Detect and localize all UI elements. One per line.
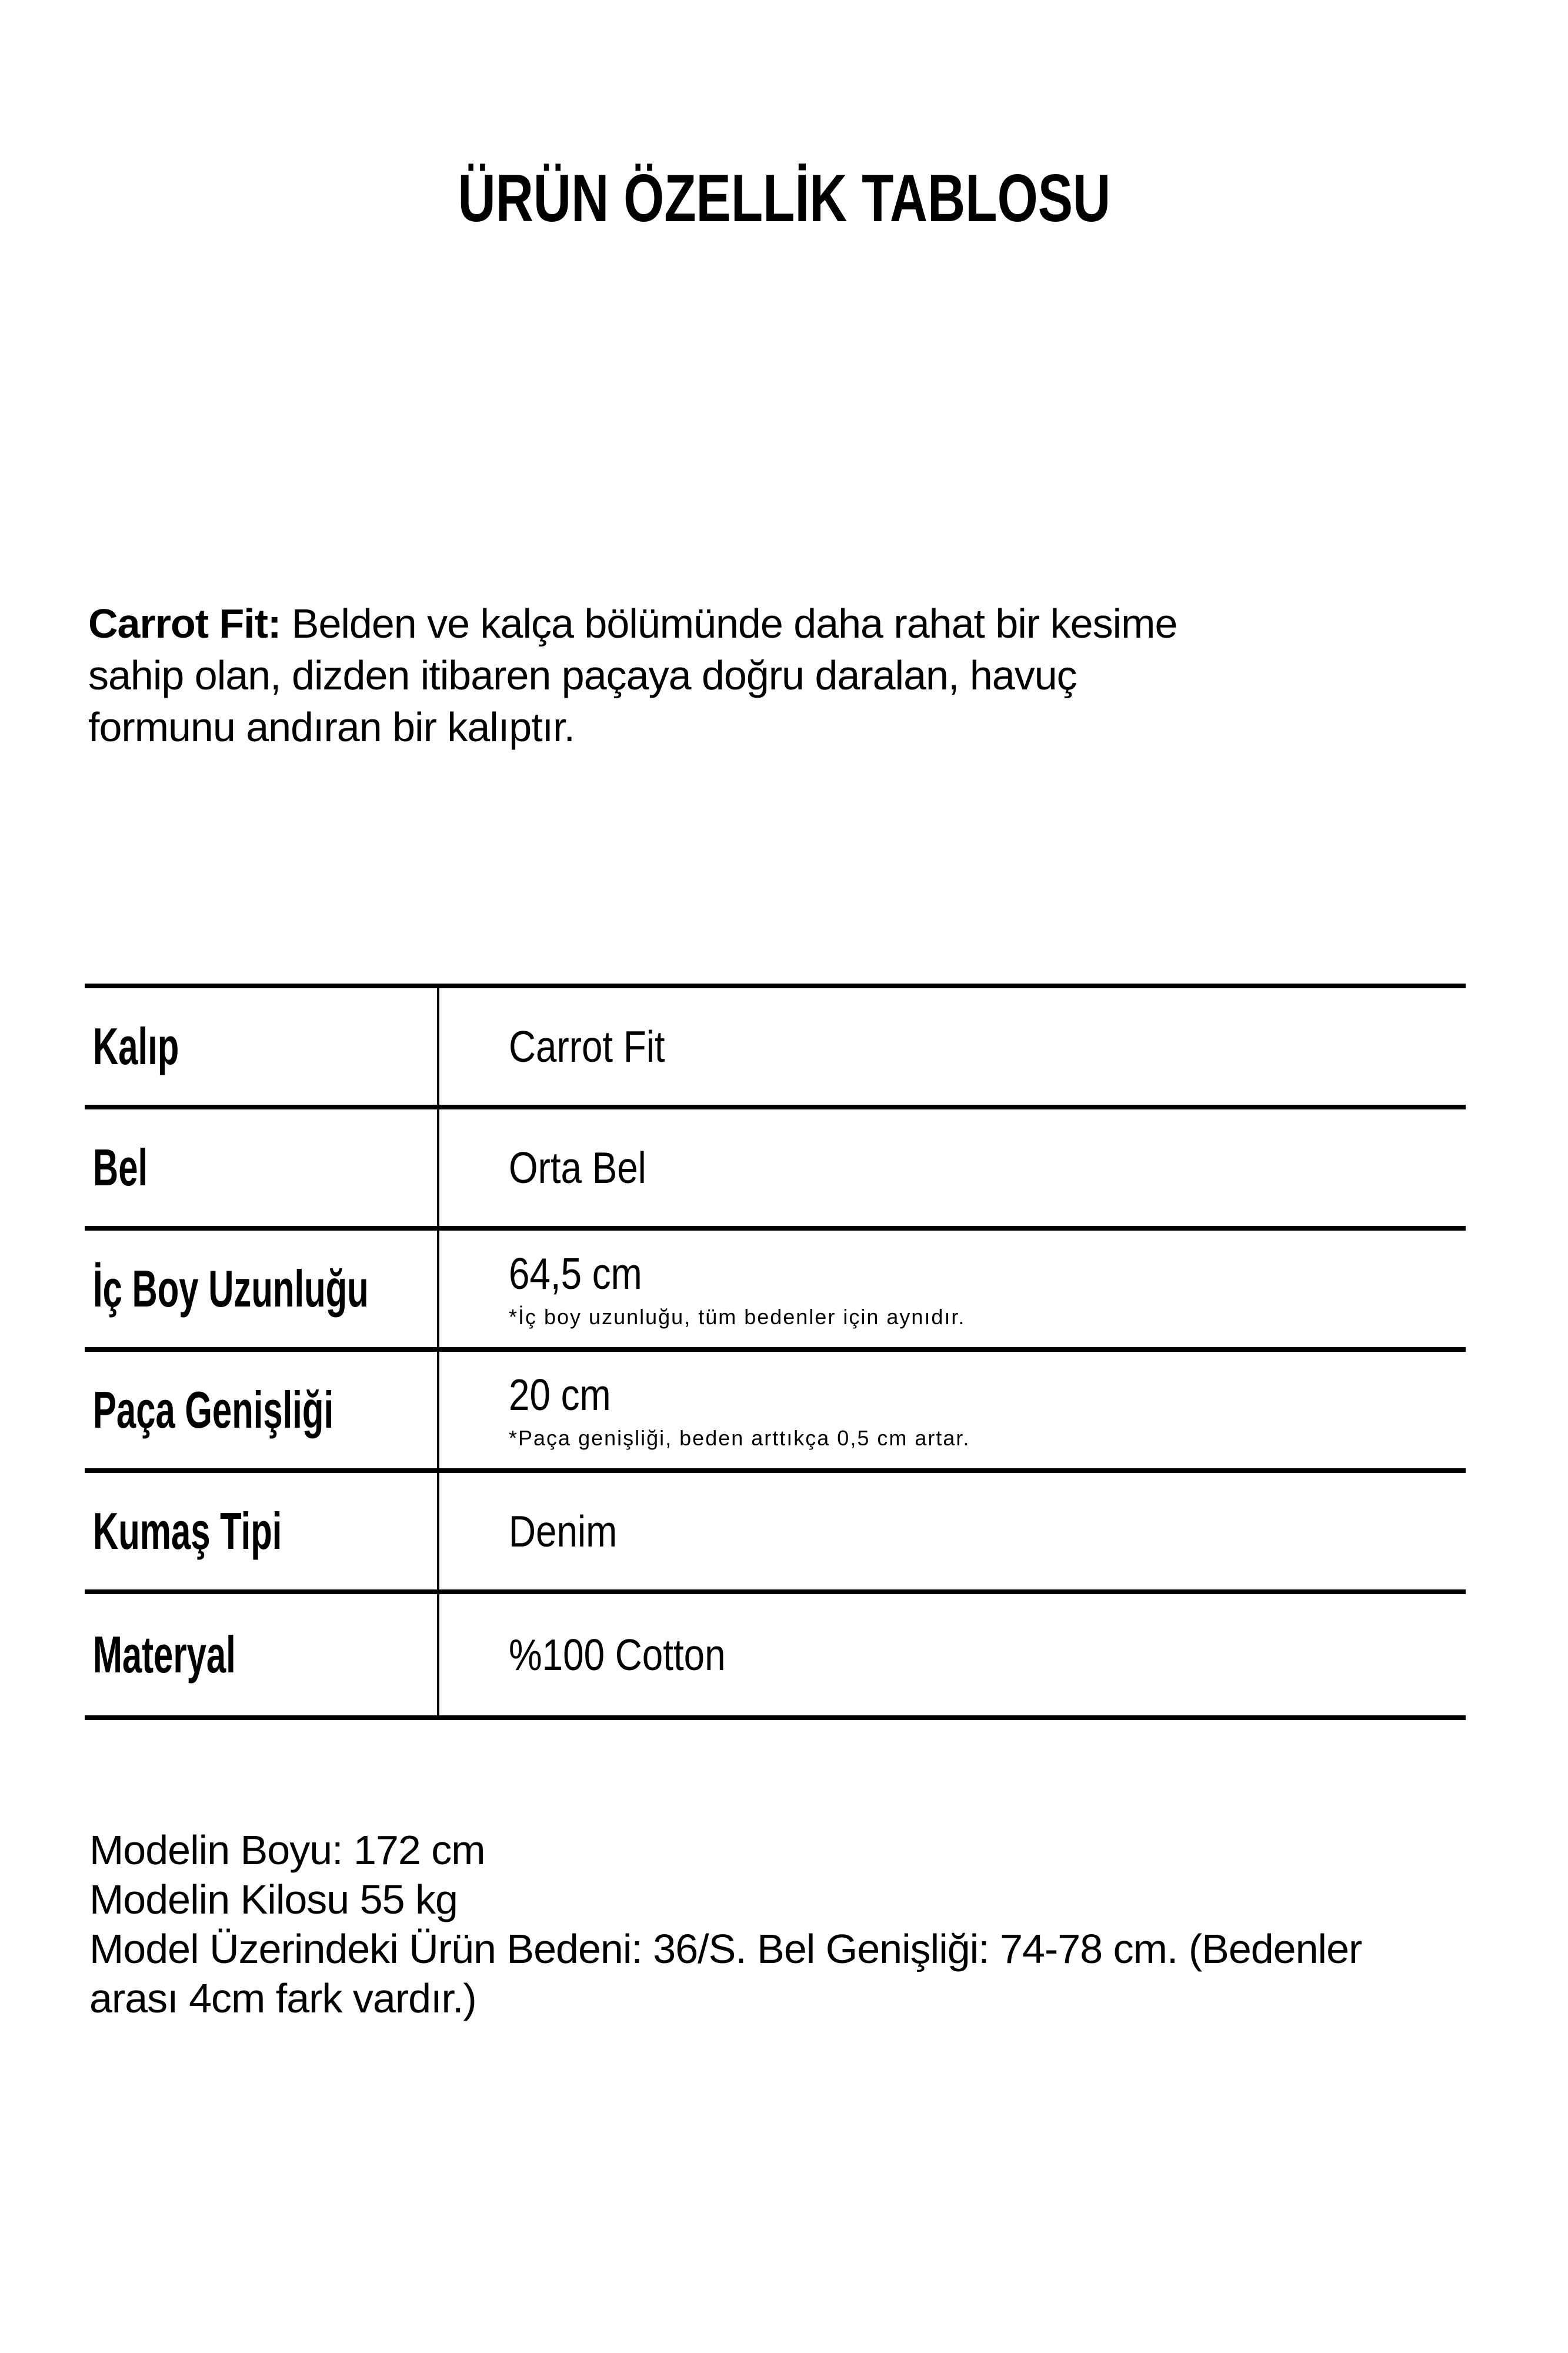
- intro-line: formunu andıran bir kalıptır.: [88, 704, 575, 750]
- footer-line-model-boyu: Modelin Boyu: 172 cm: [89, 1827, 485, 1873]
- row-value: 64,5 cm: [509, 1249, 642, 1298]
- table-row-kalip: [85, 988, 1466, 1109]
- row-value: Orta Bel: [509, 1143, 646, 1192]
- intro-line: sahip olan, dizden itibaren paçaya doğru daralan, havuç: [88, 652, 1077, 698]
- footer-line-model-kilosu: Modelin Kilosu 55 kg: [89, 1877, 458, 1922]
- table-row-kumas-tipi: [85, 1473, 1466, 1594]
- intro-line: [88, 598, 1177, 649]
- row-label: İç Boy Uzunluğu: [93, 1259, 369, 1318]
- row-value: Carrot Fit: [509, 1022, 665, 1071]
- row-label-cell: [85, 1594, 439, 1715]
- intro-lead-bold: Carrot Fit:: [88, 601, 281, 646]
- row-note: *İç boy uzunluğu, tüm bedenler için aynıdır.: [509, 1305, 966, 1329]
- page-title-row: [0, 160, 1568, 237]
- intro-paragraph: [88, 598, 1177, 753]
- row-label-cell: [85, 1473, 439, 1589]
- row-value-cell: [439, 988, 1466, 1105]
- table-row-materyal: [85, 1594, 1466, 1715]
- row-label-cell: [85, 1352, 439, 1468]
- row-value-cell: [439, 1473, 1466, 1589]
- footer-line-urun-bedeni-devam: arası 4cm fark vardır.): [89, 1975, 476, 2021]
- row-value: %100 Cotton: [509, 1630, 726, 1679]
- table-row-bel: [85, 1109, 1466, 1231]
- intro-line1-rest: Belden ve kalça bölümünde daha rahat bir kesime: [281, 601, 1177, 646]
- table-row-paca-genisligi: [85, 1352, 1466, 1473]
- row-value: Denim: [509, 1507, 618, 1556]
- row-note: *Paça genişliği, beden arttıkça 0,5 cm artar.: [509, 1426, 970, 1450]
- row-value-cell: [439, 1352, 1466, 1468]
- table-row-ic-boy-uzunlugu: [85, 1231, 1466, 1352]
- row-label-cell: [85, 1109, 439, 1226]
- product-spec-table: [85, 984, 1466, 1720]
- row-label: Materyal: [93, 1625, 236, 1684]
- row-label-cell: [85, 988, 439, 1105]
- row-value-cell: [439, 1231, 1466, 1347]
- row-label: Kalıp: [93, 1017, 179, 1075]
- row-value-cell: [439, 1594, 1466, 1715]
- row-value-cell: [439, 1109, 1466, 1226]
- row-value: 20 cm: [509, 1370, 611, 1419]
- row-label: Paça Genişliği: [93, 1381, 334, 1439]
- page-title: ÜRÜN ÖZELLİK TABLOSU: [458, 161, 1110, 236]
- row-label: Kumaş Tipi: [93, 1502, 282, 1560]
- row-label: Bel: [93, 1138, 148, 1197]
- footer-model-info: [89, 1825, 1362, 2023]
- footer-line-urun-bedeni: Model Üzerindeki Ürün Bedeni: 36/S. Bel Genişliği: 74-78 cm. (Bedenler: [89, 1926, 1362, 1972]
- row-label-cell: [85, 1231, 439, 1347]
